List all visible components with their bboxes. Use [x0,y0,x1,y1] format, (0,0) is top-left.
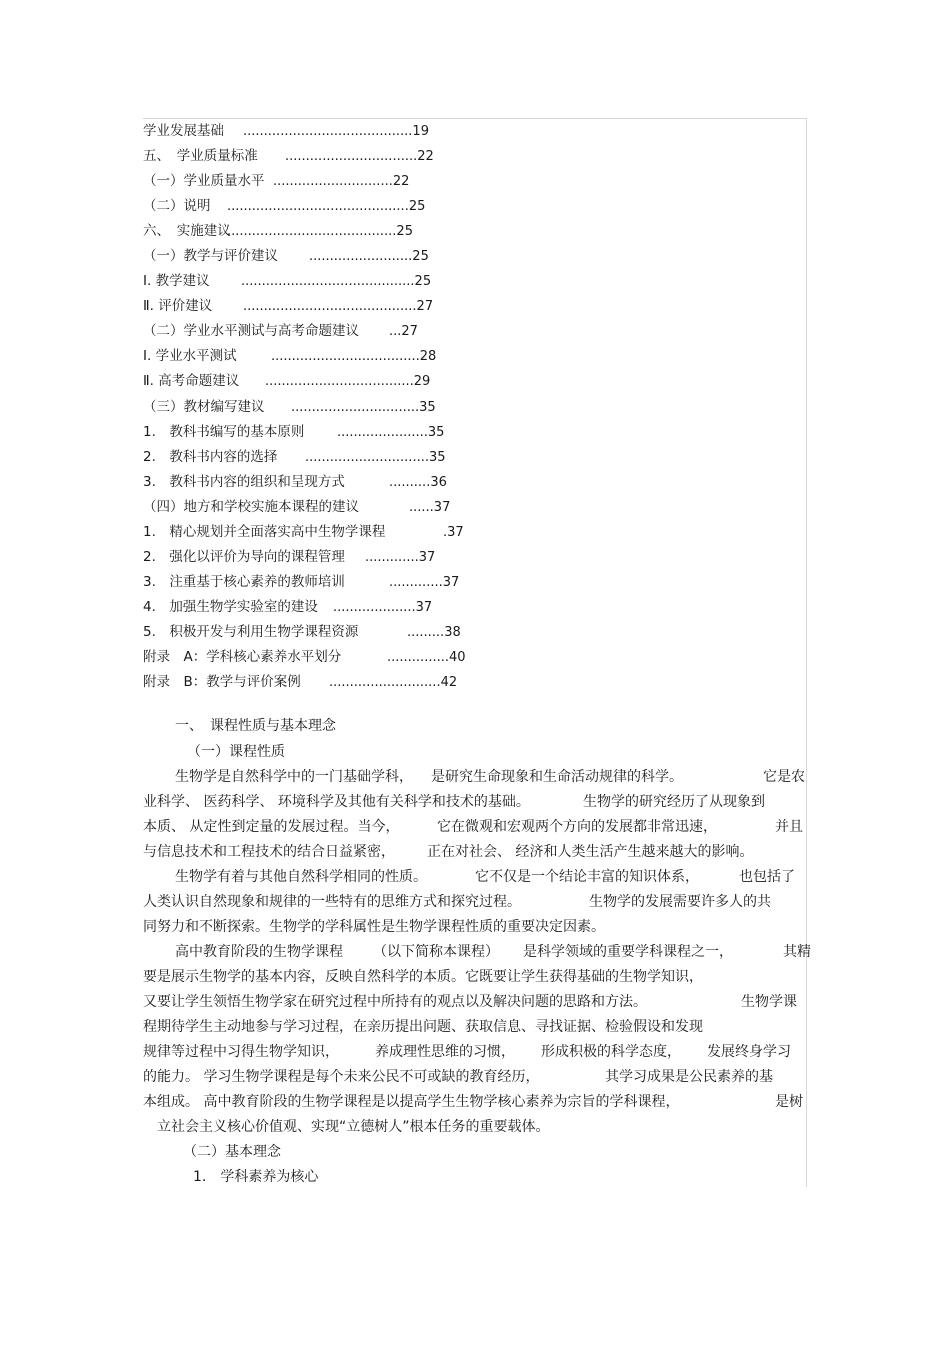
text-segment: 生物学有着与其他自然科学相同的性质。 [175,869,427,885]
text-segment: 本组成。 高中教育阶段的生物学课程是以提高学生生物学核心素养为宗旨的学科课程， [143,1094,680,1110]
text-line [143,815,805,840]
toc-entry-label: 2. 强化以评价为导向的课程管理 [143,548,345,565]
table-of-contents [143,119,603,695]
toc-entry-page: ......37 [409,499,451,515]
toc-entry[interactable] [143,169,603,194]
toc-entry[interactable] [143,144,603,169]
toc-entry[interactable] [143,294,603,319]
paragraph [143,765,805,865]
toc-entry-page: ..............................35 [305,449,446,465]
text-segment: 是树 [775,1094,803,1110]
body-text [143,714,811,1190]
toc-entry-label: 五、 学业质量标准 [143,148,258,165]
toc-entry[interactable] [143,319,603,344]
toc-entry-label: Ⅰ. 学业水平测试 [143,348,237,365]
toc-entry[interactable] [143,420,603,445]
toc-entry[interactable] [143,445,603,470]
toc-entry-label: 附录 A：学科核心素养水平划分 [143,648,342,665]
paragraph [143,940,811,1140]
toc-entry-page: ....................................28 [271,349,437,365]
toc-entry-page: ..........36 [389,474,447,490]
toc-entry-page: ..........................................27 [243,299,434,315]
toc-entry[interactable] [143,194,603,219]
text-segment: 与信息技术和工程技术的结合日益紧密， [143,844,395,860]
text-segment: 也包括了 [739,869,795,885]
subsection-heading: （二）基本理念 [183,1144,281,1160]
text-line [143,940,811,965]
toc-entry-page: ...27 [389,324,418,340]
toc-entry-label: 学业发展基础 [143,123,224,139]
text-segment: 它在微观和宏观两个方向的发展都非常迅速， [437,819,717,835]
toc-entry-label: （二）学业水平测试与高考命题建议 [143,323,359,340]
text-segment: （以下简称本课程） [373,944,499,960]
toc-entry[interactable] [143,119,603,144]
toc-entry[interactable] [143,495,603,520]
text-line [143,1015,805,1040]
toc-entry-page: .........................25 [309,249,429,265]
text-segment: 生物学是自然科学中的一门基础学科， [175,769,413,785]
section-heading: 一、 课程性质与基本理念 [175,718,336,734]
text-segment: 是研究生命现象和生命活动规律的科学。 [431,769,683,785]
toc-entry-page: ....................................29 [265,374,431,390]
toc-entry-label: Ⅱ. 高考命题建议 [143,373,240,390]
text-segment: 它是农 [763,769,805,785]
toc-entry-page: .........................................19 [243,124,429,139]
text-line [143,765,805,790]
text-segment: 养成理性思维的习惯， [375,1044,515,1060]
list-item-heading: 1. 学科素养为核心 [193,1169,319,1185]
toc-entry[interactable] [143,470,603,495]
text-segment: 发展终身学习 [707,1044,791,1060]
subsection-heading: （一）课程性质 [187,744,285,760]
toc-entry-label: Ⅰ. 教学建议 [143,273,210,290]
toc-entry[interactable] [143,520,603,545]
text-segment: 是科学领域的重要学科课程之一， [523,944,733,960]
text-line [143,1115,805,1140]
toc-entry-page: .............................22 [273,174,410,190]
text-segment: 生物学课 [741,994,797,1010]
toc-entry-page: ............................................25 [227,199,426,215]
text-segment: 形成积极的科学态度， [541,1044,681,1060]
toc-entry-label: 1. 精心规划并全面落实高中生物学课程 [143,523,386,540]
text-segment: 的能力。 学习生物学课程是每个未来公民不可或缺的教育经历， [143,1069,540,1085]
toc-entry-page: ................................22 [285,149,434,165]
text-line [143,1065,805,1090]
toc-entry-page: ...........................42 [329,675,458,691]
toc-entry-label: 4. 加强生物学实验室的建设 [143,598,318,615]
toc-entry-page: .............37 [389,574,460,590]
toc-entry[interactable] [143,244,603,269]
toc-entry-page: ..........................................25 [241,274,432,290]
text-segment: 其精 [783,944,811,960]
text-line [143,890,805,915]
text-segment: 要是展示生物学的基本内容，反映自然科学的本质。它既要让学生获得基础的生物学知识， [143,969,703,985]
toc-entry-page: .............37 [365,549,436,565]
toc-entry[interactable] [143,620,603,645]
text-segment: 正在对社会、 经济和人类生活产生越来越大的影响。 [427,844,754,860]
text-segment: 业科学、 医药科学、 环境科学及其他有关科学和技术的基础。 [143,794,530,810]
text-segment: 程期待学生主动地参与学习过程，在亲历提出问题、获取信息、寻找证据、检验假设和发现 [143,1019,703,1035]
toc-entry[interactable] [143,545,603,570]
text-segment: 人类认识自然现象和规律的一些特有的思维方式和探究过程。 [143,894,521,910]
toc-entry-label: （四）地方和学校实施本课程的建议 [143,498,359,515]
text-line [143,865,805,890]
toc-entry-page: ...............40 [387,649,466,665]
text-segment: 高中教育阶段的生物学课程 [175,944,343,960]
toc-entry-label: 3. 教科书内容的组织和呈现方式 [143,473,345,490]
text-segment: 同努力和不断探索。生物学的学科属性是生物学课程性质的重要决定因素。 [143,919,605,935]
toc-entry-label: 2. 教科书内容的选择 [143,448,278,465]
text-line [143,990,805,1015]
toc-entry-label: 3. 注重基于核心素养的教师培训 [143,573,345,590]
text-segment: 立社会主义核心价值观、实现“立德树人”根本任务的重要载体。 [157,1119,550,1135]
text-segment: 它不仅是一个结论丰富的知识体系， [475,869,699,885]
text-line [143,840,805,865]
text-line [143,965,805,990]
text-segment: 并且 [775,819,803,835]
text-line [143,1040,805,1065]
toc-entry[interactable] [143,570,603,595]
text-line [143,915,805,940]
toc-entry-label: （一）学业质量水平 [143,173,265,190]
text-segment: 又要让学生领悟生物学家在研究过程中所持有的观点以及解决问题的思路和方法。 [143,994,647,1010]
toc-entry-page: .........38 [407,624,461,640]
toc-entry-label: （一）教学与评价建议 [143,248,278,265]
toc-entry-page: .37 [443,524,464,540]
toc-entry-label: Ⅱ. 评价建议 [143,298,213,315]
toc-entry-label: 六、 实施建议 [143,223,231,240]
toc-entry[interactable] [143,595,603,620]
toc-entry[interactable] [143,344,603,369]
toc-entry-page: .........................................25 [227,224,413,240]
toc-entry-label: 附录 B：教学与评价案例 [143,674,301,691]
text-segment: 规律等过程中习得生物学知识， [143,1044,339,1060]
toc-entry-label: 5. 积极开发与利用生物学课程资源 [143,623,359,640]
toc-entry[interactable] [143,645,603,670]
text-line [143,1090,805,1115]
toc-entry[interactable] [143,269,603,294]
toc-entry-label: （二）说明 [143,198,211,215]
toc-entry[interactable] [143,369,603,394]
text-segment: 其学习成果是公民素养的基 [605,1069,773,1085]
paragraph [143,865,805,940]
toc-entry-page: ...............................35 [291,399,436,415]
toc-entry[interactable] [143,395,603,420]
toc-entry[interactable] [143,219,603,244]
toc-entry-page: ....................37 [333,599,433,615]
toc-entry-label: 1. 教科书编写的基本原则 [143,423,305,440]
text-segment: 生物学的发展需要许多人的共 [589,894,771,910]
text-line [143,790,805,815]
toc-entry-page: ......................35 [337,424,445,440]
text-segment: 本质、 从定性到定量的发展过程。当今， [143,819,400,835]
text-segment: 生物学的研究经历了从现象到 [583,794,765,810]
toc-entry-label: （三）教材编写建议 [143,398,265,415]
toc-entry[interactable] [143,670,603,695]
